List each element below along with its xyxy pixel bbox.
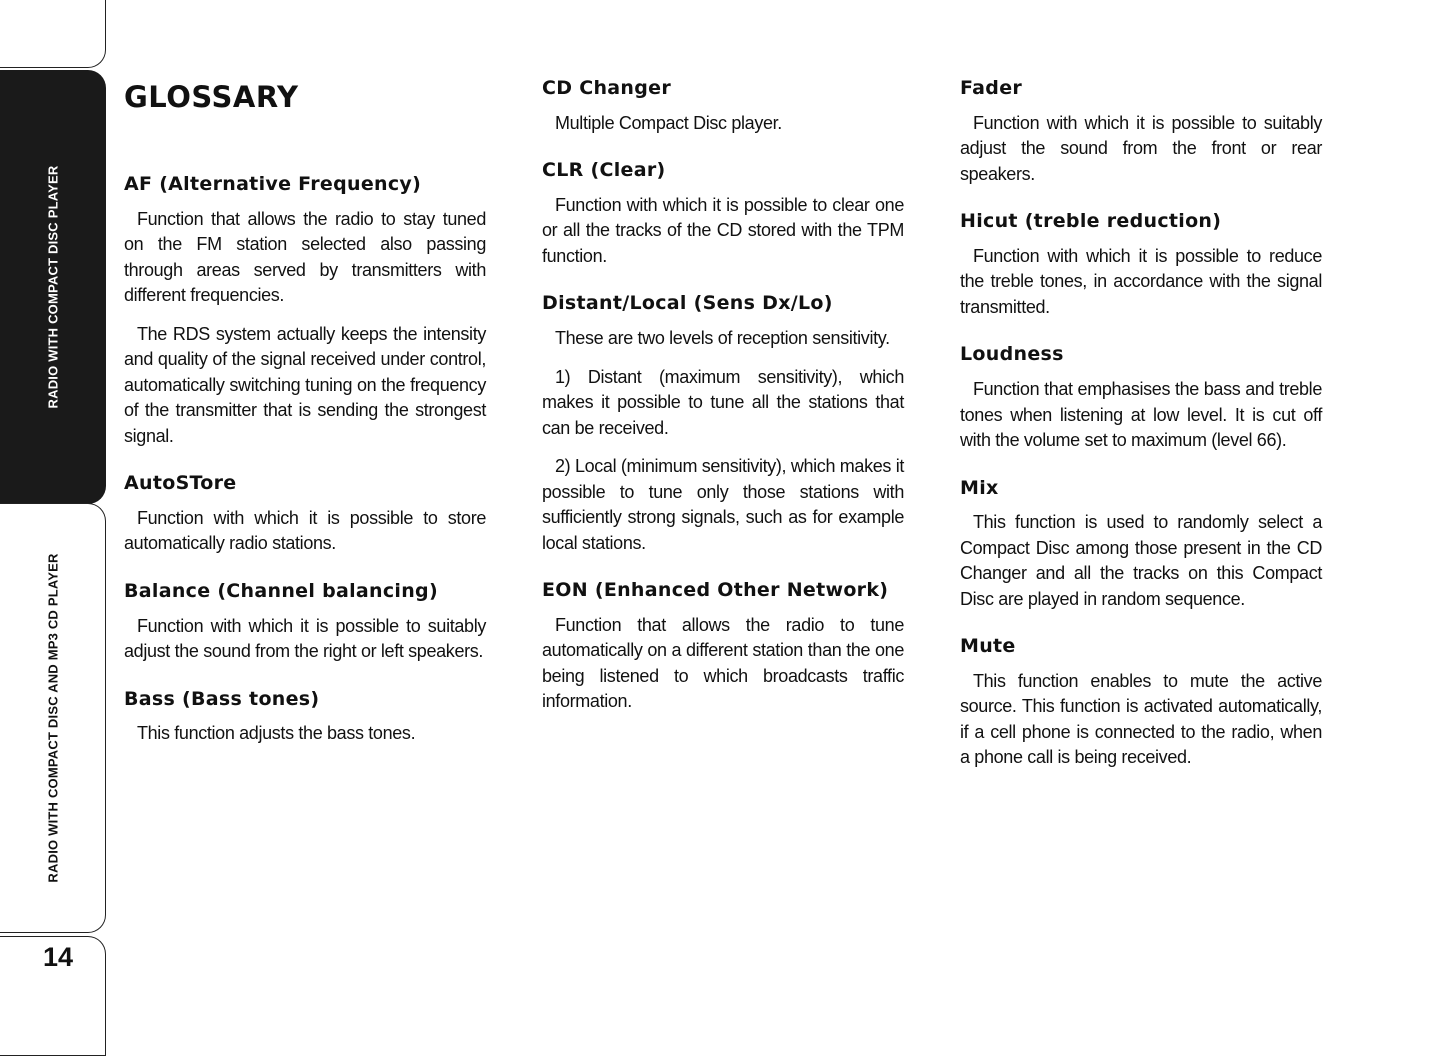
glossary-term: Fader xyxy=(960,77,1023,99)
glossary-definition: Function with which it is possible to suitably adjust the sound from the right or left speakers. xyxy=(124,615,486,662)
page-title: GLOSSARY xyxy=(124,80,299,114)
glossary-definition: 2) Local (minimum sensitivity), which makes it possible to tune only those stations with sufficiently strong signals, such as for example local stations. xyxy=(542,456,904,553)
glossary-entry xyxy=(960,76,1322,187)
glossary-entry xyxy=(542,158,904,269)
glossary-definition: Function with which it is possible to clear one or all the tracks of the CD stored with the TPM function. xyxy=(542,194,904,266)
glossary-definition: Function with which it is possible to suitably adjust the sound from the front or rear speakers. xyxy=(960,112,1322,184)
glossary-definition: Function that allows the radio to stay tuned on the FM station selected also passing through areas served by transmitters with different frequencies. xyxy=(124,208,486,306)
glossary-definition: Function with which it is possible to reduce the treble tones, in accordance with the signal transmitted. xyxy=(960,245,1322,317)
glossary-definition: Function with which it is possible to store automatically radio stations. xyxy=(124,507,486,554)
glossary-term: Loudness xyxy=(960,343,1064,366)
glossary-term: Distant/Local (Sens Dx/Lo) xyxy=(542,292,833,315)
side-tab-active-label: RADIO WITH COMPACT DISC PLAYER xyxy=(45,165,61,409)
glossary-definition: These are two levels of reception sensitivity. xyxy=(555,328,890,349)
glossary-entry xyxy=(124,172,486,449)
glossary-definition: Multiple Compact Disc player. xyxy=(555,112,782,133)
glossary-entry xyxy=(960,342,1322,453)
glossary-term: Bass (Bass tones) xyxy=(124,687,320,710)
glossary-term: Mix xyxy=(960,476,999,499)
glossary-definition: Function that emphasises the bass and treble tones when listening at low level. It is cut off with the volume set to maximum (level 66). xyxy=(960,379,1322,451)
glossary-term: EON (Enhanced Other Network) xyxy=(542,579,889,602)
column-1 xyxy=(124,76,486,769)
side-tab-top xyxy=(0,0,106,68)
glossary-entry xyxy=(960,476,1322,613)
glossary-definition: 1) Distant (maximum sensitivity), which makes it possible to tune all the stations that can be received. xyxy=(542,366,904,438)
glossary-term: Hicut (treble reduction) xyxy=(960,210,1222,233)
glossary-entry xyxy=(124,579,486,665)
glossary-entry xyxy=(542,76,904,136)
glossary-definition: The RDS system actually keeps the intensity and quality of the signal received under control, automatically switching tuning on the frequency of the transmitter that is sending the strongest signal. xyxy=(124,323,486,446)
glossary-term: AutoSTore xyxy=(124,472,237,495)
glossary-term: CD Changer xyxy=(542,77,672,99)
side-tab-lower-label: RADIO WITH COMPACT DISC AND MP3 CD PLAYER xyxy=(45,553,61,883)
glossary-definition: Function that allows the radio to tune automatically on a different station than the one being listened to which broadcasts traffic information. xyxy=(542,614,904,712)
glossary-term: CLR (Clear) xyxy=(542,159,666,182)
glossary-term: AF (Alternative Frequency) xyxy=(124,173,422,195)
glossary-entry xyxy=(960,634,1322,771)
glossary-entry xyxy=(124,471,486,557)
glossary-entry xyxy=(542,291,904,556)
glossary-term: Mute xyxy=(960,635,1016,658)
column-2 xyxy=(542,76,904,737)
glossary-entry xyxy=(542,578,904,715)
glossary-entry xyxy=(960,209,1322,320)
glossary-entry xyxy=(124,687,486,747)
page-number: 14 xyxy=(42,942,74,972)
column-3 xyxy=(960,76,1322,793)
glossary-definition: This function is used to randomly select a Compact Disc among those present in the CD Changer and all the tracks on this Compact Disc are played in random sequence. xyxy=(960,512,1322,609)
glossary-definition: This function enables to mute the active source. This function is activated automatically, if a cell phone is connected to the radio, when a phone call is being received. xyxy=(960,670,1322,768)
glossary-definition: This function adjusts the bass tones. xyxy=(137,723,416,744)
glossary-term: Balance (Channel balancing) xyxy=(124,579,438,602)
